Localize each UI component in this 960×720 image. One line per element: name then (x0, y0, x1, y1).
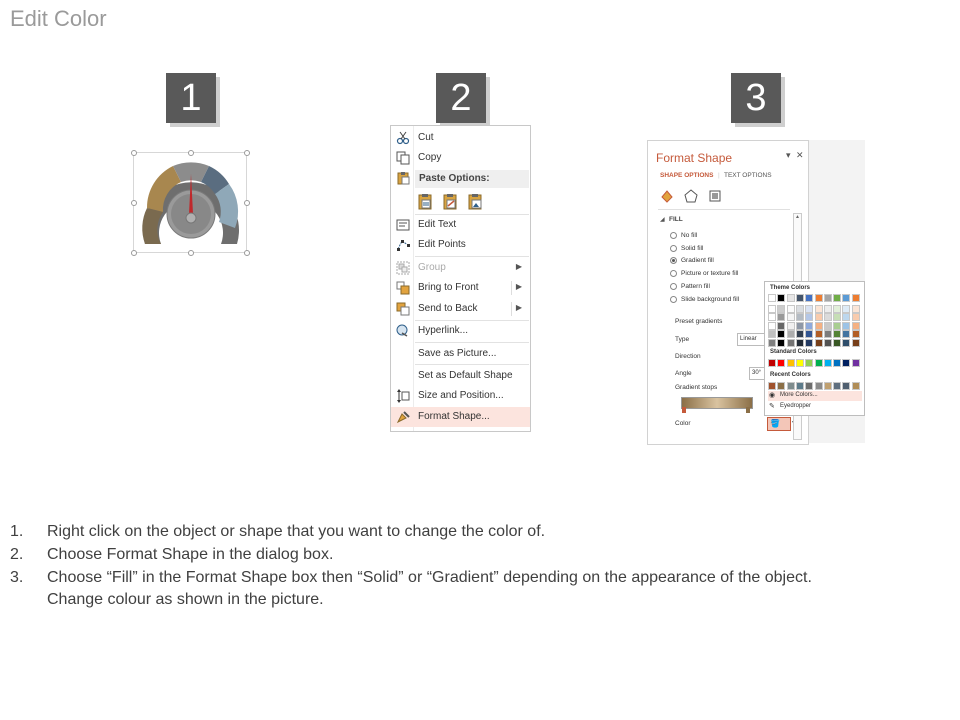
gradient-stops-label: Gradient stops (675, 384, 718, 391)
color-swatch[interactable] (852, 359, 860, 367)
tab-separator: | (718, 172, 720, 179)
instruction-text: Choose Format Shape in the dialog box. (47, 546, 334, 563)
color-swatch[interactable] (768, 322, 776, 330)
color-swatch[interactable] (787, 294, 795, 302)
color-swatch[interactable] (852, 382, 860, 390)
color-swatch[interactable] (777, 359, 785, 367)
resize-handle-nw[interactable] (131, 150, 137, 156)
more-colors-item[interactable] (768, 391, 862, 401)
submenu-separator (511, 281, 512, 295)
copy-icon (396, 151, 410, 165)
color-swatch[interactable] (787, 305, 795, 313)
color-swatch[interactable] (842, 359, 850, 367)
color-swatch[interactable] (805, 339, 813, 347)
menu-item-size-and-position[interactable] (391, 386, 530, 406)
color-swatch[interactable] (824, 305, 832, 313)
menu-item-label: Size and Position... (418, 390, 504, 401)
color-swatch[interactable] (815, 339, 823, 347)
menu-item-label: Bring to Front (418, 282, 479, 293)
gradient-stop-handle[interactable] (682, 407, 686, 413)
menu-item-group (391, 258, 530, 278)
color-swatch[interactable] (787, 359, 795, 367)
color-swatch[interactable] (787, 382, 795, 390)
color-swatch[interactable] (768, 313, 776, 321)
color-swatch[interactable] (852, 339, 860, 347)
scroll-up-icon[interactable]: ▲ (795, 214, 800, 220)
color-swatch[interactable] (777, 322, 785, 330)
menu-divider (415, 256, 529, 257)
color-swatch[interactable] (824, 339, 832, 347)
scissors-icon (396, 131, 410, 145)
step-badge-3: 3 (731, 73, 781, 123)
color-swatch[interactable] (777, 313, 785, 321)
color-swatch[interactable] (805, 359, 813, 367)
color-swatch[interactable] (815, 305, 823, 313)
color-swatch[interactable] (805, 313, 813, 321)
paste-keep-source-icon[interactable] (442, 193, 460, 214)
paste-options-header (415, 170, 529, 188)
color-swatch[interactable] (787, 313, 795, 321)
fill-line-icon[interactable] (660, 189, 674, 208)
format-shape-icon (396, 410, 410, 424)
radio-label: Picture or texture fill (681, 270, 739, 278)
color-swatch[interactable] (842, 382, 850, 390)
color-swatch[interactable] (852, 305, 860, 313)
color-swatch[interactable] (842, 294, 850, 302)
type-dropdown[interactable] (737, 333, 765, 346)
menu-item-copy[interactable] (391, 148, 530, 168)
type-value: Linear (740, 336, 757, 342)
edit-text-icon (396, 218, 410, 232)
color-swatch[interactable] (833, 339, 841, 347)
color-palette-dropdown (764, 281, 865, 416)
radio-button[interactable] (670, 283, 677, 290)
recent-colors-header: Recent Colors (770, 372, 811, 378)
color-swatch[interactable] (777, 330, 785, 338)
theme-colors-header: Theme Colors (770, 285, 811, 291)
color-swatch[interactable] (796, 305, 804, 313)
color-swatch[interactable] (768, 305, 776, 313)
color-swatch[interactable] (842, 322, 850, 330)
color-swatch[interactable] (833, 305, 841, 313)
angle-input[interactable] (749, 367, 765, 380)
color-swatch[interactable] (842, 339, 850, 347)
radio-button[interactable] (670, 270, 677, 277)
radio-button[interactable] (670, 296, 677, 303)
color-swatch[interactable] (805, 382, 813, 390)
color-swatch[interactable] (796, 322, 804, 330)
effects-icon[interactable] (684, 189, 698, 208)
menu-divider (415, 364, 529, 365)
color-swatch[interactable] (796, 294, 804, 302)
color-swatch[interactable] (852, 330, 860, 338)
resize-handle-w[interactable] (131, 200, 137, 206)
color-swatch[interactable] (796, 359, 804, 367)
color-swatch[interactable] (852, 313, 860, 321)
resize-handle-s[interactable] (188, 250, 194, 256)
color-swatch[interactable] (833, 322, 841, 330)
radio-label: No fill (681, 232, 698, 240)
pane-options-dropdown-icon[interactable]: ▾ (786, 150, 791, 160)
color-swatch[interactable] (805, 305, 813, 313)
instruction-text: Right click on the object or shape that you want to change the color of. (47, 523, 546, 540)
radio-label: Pattern fill (681, 283, 710, 291)
tab-text-options[interactable]: TEXT OPTIONS (724, 172, 772, 179)
context-menu (390, 125, 531, 432)
menu-item-label: Edit Text (418, 219, 457, 230)
submenu-arrow-icon[interactable]: ▶ (515, 303, 522, 312)
fill-section-header[interactable]: FILL (669, 216, 683, 223)
color-picker-button[interactable] (767, 417, 791, 431)
instruction-number: 2. (10, 546, 24, 563)
color-swatch[interactable] (852, 322, 860, 330)
resize-handle-ne[interactable] (244, 150, 250, 156)
color-swatch[interactable] (815, 330, 823, 338)
radio-label: Slide background fill (681, 296, 740, 304)
color-swatch[interactable] (796, 339, 804, 347)
color-swatch[interactable] (833, 294, 841, 302)
radio-no-fill[interactable] (670, 232, 697, 239)
eyedropper-icon: ✎ (769, 403, 775, 410)
color-swatch[interactable] (824, 322, 832, 330)
radio-button-selected[interactable] (670, 257, 677, 264)
send-to-back-icon (396, 302, 410, 316)
color-swatch[interactable] (842, 313, 850, 321)
hyperlink-icon (396, 324, 410, 338)
color-swatch[interactable] (768, 339, 776, 347)
menu-item-send-to-back[interactable] (391, 299, 530, 319)
color-swatch[interactable] (787, 339, 795, 347)
color-swatch[interactable] (777, 339, 785, 347)
paint-bucket-icon: 🪣 (770, 419, 780, 428)
color-swatch[interactable] (768, 382, 776, 390)
color-swatch[interactable] (815, 313, 823, 321)
color-swatch[interactable] (796, 382, 804, 390)
color-swatch[interactable] (824, 313, 832, 321)
menu-item-label: Format Shape... (418, 411, 490, 422)
color-swatch[interactable] (824, 294, 832, 302)
color-swatch[interactable] (852, 294, 860, 302)
step-badge-2: 2 (436, 73, 486, 123)
bring-to-front-icon (396, 281, 410, 295)
step-badge-1: 1 (166, 73, 216, 123)
eyedropper-item[interactable] (768, 402, 862, 412)
menu-item-save-as-picture[interactable] (391, 344, 530, 364)
color-swatch[interactable] (768, 330, 776, 338)
color-swatch[interactable] (787, 330, 795, 338)
gradient-stop-handle[interactable] (746, 407, 750, 413)
submenu-arrow-icon[interactable]: ▶ (515, 282, 522, 291)
color-swatch[interactable] (805, 330, 813, 338)
radio-slide-background-fill[interactable] (670, 296, 739, 303)
size-position-icon (396, 389, 410, 403)
menu-item-edit-text[interactable] (391, 215, 530, 235)
color-swatch[interactable] (787, 322, 795, 330)
color-swatch[interactable] (777, 294, 785, 302)
gauge-graphic (133, 148, 248, 256)
tab-shape-options[interactable]: SHAPE OPTIONS (660, 172, 714, 179)
angle-value: 30° (752, 370, 762, 376)
edit-points-icon (396, 238, 410, 252)
group-icon (396, 261, 410, 275)
color-swatch[interactable] (824, 382, 832, 390)
menu-item-label: Send to Back (418, 303, 478, 314)
more-colors-label: More Colors... (780, 392, 818, 398)
slide-title: Edit Color (10, 6, 107, 31)
preset-gradients-label: Preset gradients (675, 318, 723, 325)
radio-button[interactable] (670, 232, 677, 239)
menu-item-label: Hyperlink... (418, 325, 469, 336)
color-swatch[interactable] (805, 294, 813, 302)
color-swatch[interactable] (796, 313, 804, 321)
menu-divider (415, 342, 529, 343)
resize-handle-se[interactable] (244, 250, 250, 256)
radio-pattern-fill[interactable] (670, 283, 710, 290)
radio-label: Solid fill (681, 245, 704, 253)
menu-item-cut[interactable] (391, 128, 530, 148)
color-label: Color (675, 420, 691, 427)
instruction-text: Change colour as shown in the picture. (47, 591, 324, 608)
menu-item-hyperlink[interactable] (391, 321, 530, 341)
type-label: Type (675, 336, 690, 343)
color-swatch[interactable] (777, 382, 785, 390)
color-swatch[interactable] (768, 294, 776, 302)
instruction-number: 1. (10, 523, 24, 540)
menu-item-label: Edit Points (418, 239, 466, 250)
color-swatch[interactable] (833, 313, 841, 321)
resize-handle-sw[interactable] (131, 250, 137, 256)
paste-picture-icon[interactable] (467, 193, 485, 214)
size-properties-icon[interactable] (708, 189, 722, 208)
pane-title: Format Shape (656, 151, 733, 165)
color-swatch[interactable] (815, 294, 823, 302)
submenu-separator (511, 302, 512, 316)
menu-item-label: Save as Picture... (418, 348, 497, 359)
direction-label: Direction (675, 353, 701, 360)
radio-label: Gradient fill (681, 257, 714, 265)
menu-item-label: Set as Default Shape (418, 370, 513, 381)
paste-use-destination-icon[interactable] (417, 193, 435, 214)
pane-divider (658, 209, 790, 210)
menu-item-set-default-shape[interactable] (391, 366, 530, 386)
color-swatch[interactable] (815, 359, 823, 367)
paste-options-label: Paste Options: (419, 173, 490, 184)
color-swatch[interactable] (815, 382, 823, 390)
color-swatch[interactable] (833, 359, 841, 367)
color-swatch[interactable] (824, 330, 832, 338)
paste-buttons (417, 191, 497, 213)
resize-handle-n[interactable] (188, 150, 194, 156)
eyedropper-label: Eyedropper (780, 403, 812, 409)
instruction-number: 3. (10, 569, 24, 586)
radio-button[interactable] (670, 245, 677, 252)
angle-label: Angle (675, 370, 692, 377)
menu-item-label: Cut (418, 132, 434, 143)
gauge-shape[interactable] (133, 148, 248, 256)
color-swatch[interactable] (842, 330, 850, 338)
standard-colors-header: Standard Colors (770, 349, 817, 355)
color-swatch[interactable] (796, 330, 804, 338)
color-swatch[interactable] (815, 322, 823, 330)
close-icon[interactable]: ✕ (796, 150, 804, 160)
color-swatch[interactable] (805, 322, 813, 330)
menu-item-format-shape[interactable] (391, 407, 530, 427)
menu-item-bring-to-front[interactable] (391, 278, 530, 298)
collapse-arrow-icon[interactable]: ◢ (660, 217, 665, 223)
menu-item-edit-points[interactable] (391, 235, 530, 255)
gradient-stops-bar[interactable] (681, 397, 753, 409)
resize-handle-e[interactable] (244, 200, 250, 206)
color-swatch[interactable] (842, 305, 850, 313)
color-wheel-icon: ◉ (769, 392, 776, 399)
instruction-text: Choose “Fill” in the Format Shape box then “Solid” or “Gradient” depending on the appearance of the object. (47, 569, 812, 586)
menu-item-label: Group (418, 262, 446, 273)
radio-gradient-fill[interactable] (670, 257, 714, 264)
color-swatch[interactable] (833, 330, 841, 338)
submenu-arrow-icon: ▶ (515, 262, 522, 271)
color-swatch[interactable] (768, 359, 776, 367)
radio-picture-fill[interactable] (670, 270, 738, 277)
color-swatch[interactable] (777, 305, 785, 313)
clipboard-icon (396, 171, 410, 185)
color-swatch[interactable] (833, 382, 841, 390)
radio-solid-fill[interactable] (670, 245, 703, 252)
menu-item-label: Copy (418, 152, 442, 163)
color-swatch[interactable] (824, 359, 832, 367)
